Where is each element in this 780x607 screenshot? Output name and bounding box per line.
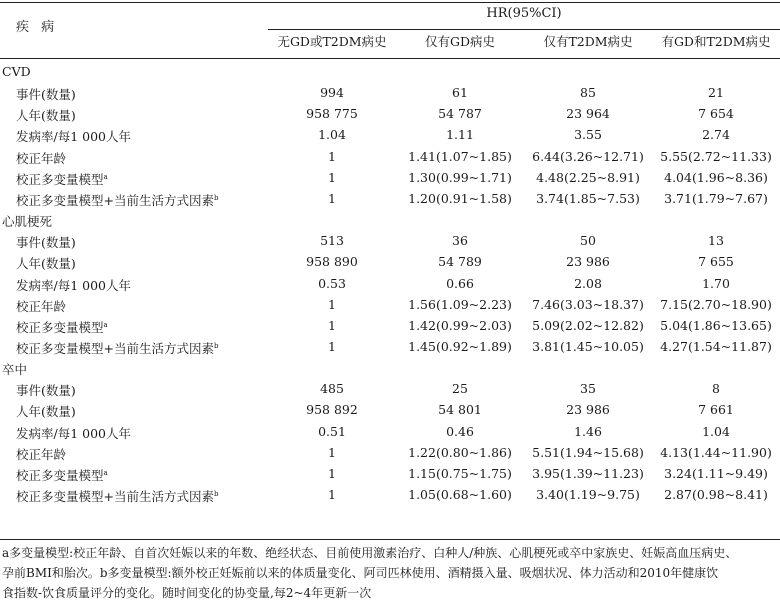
table-cell: 35 xyxy=(580,381,596,397)
row-label xyxy=(16,276,131,294)
table-cell: 1.56(1.09~2.23) xyxy=(408,296,512,312)
table-cell: 4.13(1.44~11.90) xyxy=(660,444,772,460)
footnote-line: a多变量模型:校正年龄、自首次妊娠以来的年数、绝经状态、目前使用激素治疗、白种人/种族、心肌梗死或卒中家族史、妊娠高血压病史、 xyxy=(2,546,738,560)
column-header-gd-and-t2dm: 有GD和T2DM病史 xyxy=(661,34,771,49)
table-cell: 23 986 xyxy=(566,254,610,270)
table-row xyxy=(0,124,780,146)
table-cell: 0.51 xyxy=(318,423,346,439)
table-row xyxy=(0,484,780,506)
table-row xyxy=(0,399,780,421)
table-cell: 1 xyxy=(328,487,336,502)
table-cell: 54 789 xyxy=(438,254,482,270)
group-row xyxy=(0,357,780,379)
table-cell: 4.27(1.54~11.87) xyxy=(660,338,772,354)
table-cell: 8 xyxy=(712,381,720,397)
table-cell: 21 xyxy=(708,85,724,101)
table-cell: 7 654 xyxy=(698,106,734,122)
table-cell: 0.66 xyxy=(446,275,474,291)
table-cell: 3.55 xyxy=(574,127,602,143)
row-label-text: 人年(数量) xyxy=(16,256,76,272)
table-cell: 61 xyxy=(452,85,468,101)
row-label-text: 事件(数量) xyxy=(16,235,76,251)
column-header-none: 无GD或T2DM病史 xyxy=(277,34,387,49)
footnote-marker: b xyxy=(213,193,219,202)
table-row xyxy=(0,167,780,189)
row-label xyxy=(16,297,66,315)
table-cell: 2.74 xyxy=(702,127,730,143)
row-label-text: 发病率/每1 000人年 xyxy=(16,129,131,145)
table-row xyxy=(0,463,780,485)
footnote-line: 食指数-饮食质量评分的变化。随时间变化的协变量,每2~4年更新一次 xyxy=(2,586,372,600)
table-cell: 1 xyxy=(328,190,336,206)
row-label xyxy=(16,233,76,251)
table-cell: 3.95(1.39~11.23) xyxy=(532,465,644,481)
table-row xyxy=(0,294,780,316)
table-cell: 23 964 xyxy=(566,106,610,122)
group-row xyxy=(0,61,780,83)
table-cell: 513 xyxy=(320,233,344,249)
table-cell: 1.42(0.99~2.03) xyxy=(408,317,512,333)
footnotes xyxy=(2,543,778,603)
table-cell: 994 xyxy=(320,85,344,101)
table-cell: 1.20(0.91~1.58) xyxy=(408,190,512,206)
row-label-text: 校正年龄 xyxy=(16,298,67,314)
row-label xyxy=(16,127,131,145)
footnote-marker: b xyxy=(213,490,219,498)
table-cell: 1.70 xyxy=(702,275,730,291)
row-label-text: 发病率/每1 000人年 xyxy=(16,277,131,293)
row-label-text: 校正多变量模型+当前生活方式因素 xyxy=(16,340,214,356)
table-cell: 3.24(1.11~9.49) xyxy=(664,465,768,481)
footnote-marker: b xyxy=(213,341,219,350)
table-row xyxy=(0,82,780,104)
table-cell: 1.04 xyxy=(318,127,346,143)
table-cell: 0.53 xyxy=(318,275,346,291)
table-row xyxy=(0,146,780,168)
row-label-text: 人年(数量) xyxy=(16,404,76,420)
table-cell: 1 xyxy=(328,148,336,164)
table-row xyxy=(0,188,780,210)
row-label-text: 校正多变量模型 xyxy=(16,171,104,187)
table-cell: 1.30(0.99~1.71) xyxy=(408,169,512,185)
table-cell: 7 655 xyxy=(698,254,734,270)
table-cell: 1 xyxy=(328,465,336,481)
group-label: 卒中 xyxy=(2,362,28,378)
table-cell: 3.74(1.85~7.53) xyxy=(536,190,640,206)
table-cell: 1 xyxy=(328,296,336,312)
table-cell: 1 xyxy=(328,444,336,460)
table-cell: 5.09(2.02~12.82) xyxy=(532,317,644,333)
table-cell: 1.45(0.92~1.89) xyxy=(408,338,512,354)
table-cell: 1.22(0.80~1.86) xyxy=(408,444,512,460)
table-cell: 54 787 xyxy=(438,106,482,122)
table-cell: 1.11 xyxy=(446,127,474,143)
row-label xyxy=(16,254,76,272)
row-label-text: 校正多变量模型 xyxy=(16,319,104,335)
table-cell: 7 661 xyxy=(698,402,734,418)
row-label-text: 校正年龄 xyxy=(16,446,67,462)
table-cell: 36 xyxy=(452,233,468,249)
table-cell: 1 xyxy=(328,338,336,354)
footnote-line: 孕前BMI和胎次。b多变量模型:额外校正妊娠前以来的体质量变化、阿司匹林使用、酒精摄入量、吸烟状况、体力活动和2010年健康饮 xyxy=(2,566,719,580)
row-label xyxy=(16,191,218,209)
table-cell: 50 xyxy=(580,233,596,249)
row-label xyxy=(16,170,108,188)
table-cell: 7.46(3.03~18.37) xyxy=(532,296,644,312)
group-row xyxy=(0,209,780,231)
table-top-rule xyxy=(0,2,780,3)
table-cell: 6.44(3.26~12.71) xyxy=(532,148,644,164)
table-cell: 54 801 xyxy=(438,402,482,418)
row-label xyxy=(16,445,66,463)
hr-header: HR(95%CI) xyxy=(486,6,562,21)
row-label-text: 校正年龄 xyxy=(16,150,67,166)
row-label xyxy=(16,487,218,505)
row-label xyxy=(16,339,218,357)
row-label-text: 校正多变量模型+当前生活方式因素 xyxy=(16,489,214,504)
table-cell: 1.15(0.75~1.75) xyxy=(408,465,512,481)
table-cell: 958 892 xyxy=(306,402,358,418)
table-cell: 1.05(0.68~1.60) xyxy=(408,487,512,502)
table-bottom-rule xyxy=(0,539,780,540)
row-label-text: 发病率/每1 000人年 xyxy=(16,425,131,441)
row-label xyxy=(16,149,66,167)
footnote-marker: a xyxy=(103,172,108,181)
table-cell: 25 xyxy=(452,381,468,397)
table-cell: 2.08 xyxy=(574,275,602,291)
table-cell: 5.04(1.86~13.65) xyxy=(660,317,772,333)
table-cell: 0.46 xyxy=(446,423,474,439)
row-label xyxy=(16,402,76,420)
table-cell: 85 xyxy=(580,85,596,101)
row-label xyxy=(16,318,108,336)
table-cell: 3.40(1.19~9.75) xyxy=(536,487,640,502)
table-cell: 1 xyxy=(328,169,336,185)
table-cell: 1.46 xyxy=(574,423,602,439)
disease-header: 疾 病 xyxy=(16,20,59,35)
header-bottom-rule xyxy=(0,58,780,59)
table-cell: 4.04(1.96~8.36) xyxy=(664,169,768,185)
row-label xyxy=(16,381,76,399)
table-row xyxy=(0,421,780,443)
table-row xyxy=(0,336,780,358)
table-cell: 958 775 xyxy=(306,106,358,122)
table-cell: 1.04 xyxy=(702,423,730,439)
table-cell: 3.81(1.45~10.05) xyxy=(532,338,644,354)
footnote-marker: a xyxy=(103,468,108,477)
row-label xyxy=(16,424,131,442)
table-row xyxy=(0,315,780,337)
column-header-t2dm-only: 仅有T2DM病史 xyxy=(543,34,633,49)
table-cell: 485 xyxy=(320,381,344,397)
table-cell: 7.15(2.70~18.90) xyxy=(660,296,772,312)
row-label-text: 校正多变量模型 xyxy=(16,467,104,483)
row-label xyxy=(16,85,76,103)
table-cell: 5.51(1.94~15.68) xyxy=(532,444,644,460)
row-label xyxy=(16,106,76,124)
table-row xyxy=(0,251,780,273)
table-cell: 1.41(1.07~1.85) xyxy=(408,148,512,164)
table-row xyxy=(0,273,780,295)
group-label: CVD xyxy=(2,64,31,79)
column-header-gd-only: 仅有GD病史 xyxy=(424,34,495,49)
table-cell: 3.71(1.79~7.67) xyxy=(664,190,768,206)
group-label: 心肌梗死 xyxy=(2,214,53,230)
table-row xyxy=(0,442,780,464)
table-row xyxy=(0,378,780,400)
row-label-text: 事件(数量) xyxy=(16,383,76,399)
row-label xyxy=(16,466,108,484)
footnote-marker: a xyxy=(103,320,108,329)
row-label-text: 校正多变量模型+当前生活方式因素 xyxy=(16,192,214,208)
table-row xyxy=(0,230,780,252)
table-cell: 5.55(2.72~11.33) xyxy=(660,148,772,164)
hr-header-rule xyxy=(268,29,780,30)
table-cell: 23 986 xyxy=(566,402,610,418)
table-cell: 13 xyxy=(708,233,724,249)
table-cell: 4.48(2.25~8.91) xyxy=(536,169,640,185)
table-cell: 1 xyxy=(328,317,336,333)
table-cell: 2.87(0.98~8.41) xyxy=(664,487,768,502)
row-label-text: 事件(数量) xyxy=(16,87,76,103)
table-cell: 958 890 xyxy=(306,254,358,270)
table-row xyxy=(0,103,780,125)
row-label-text: 人年(数量) xyxy=(16,108,76,124)
